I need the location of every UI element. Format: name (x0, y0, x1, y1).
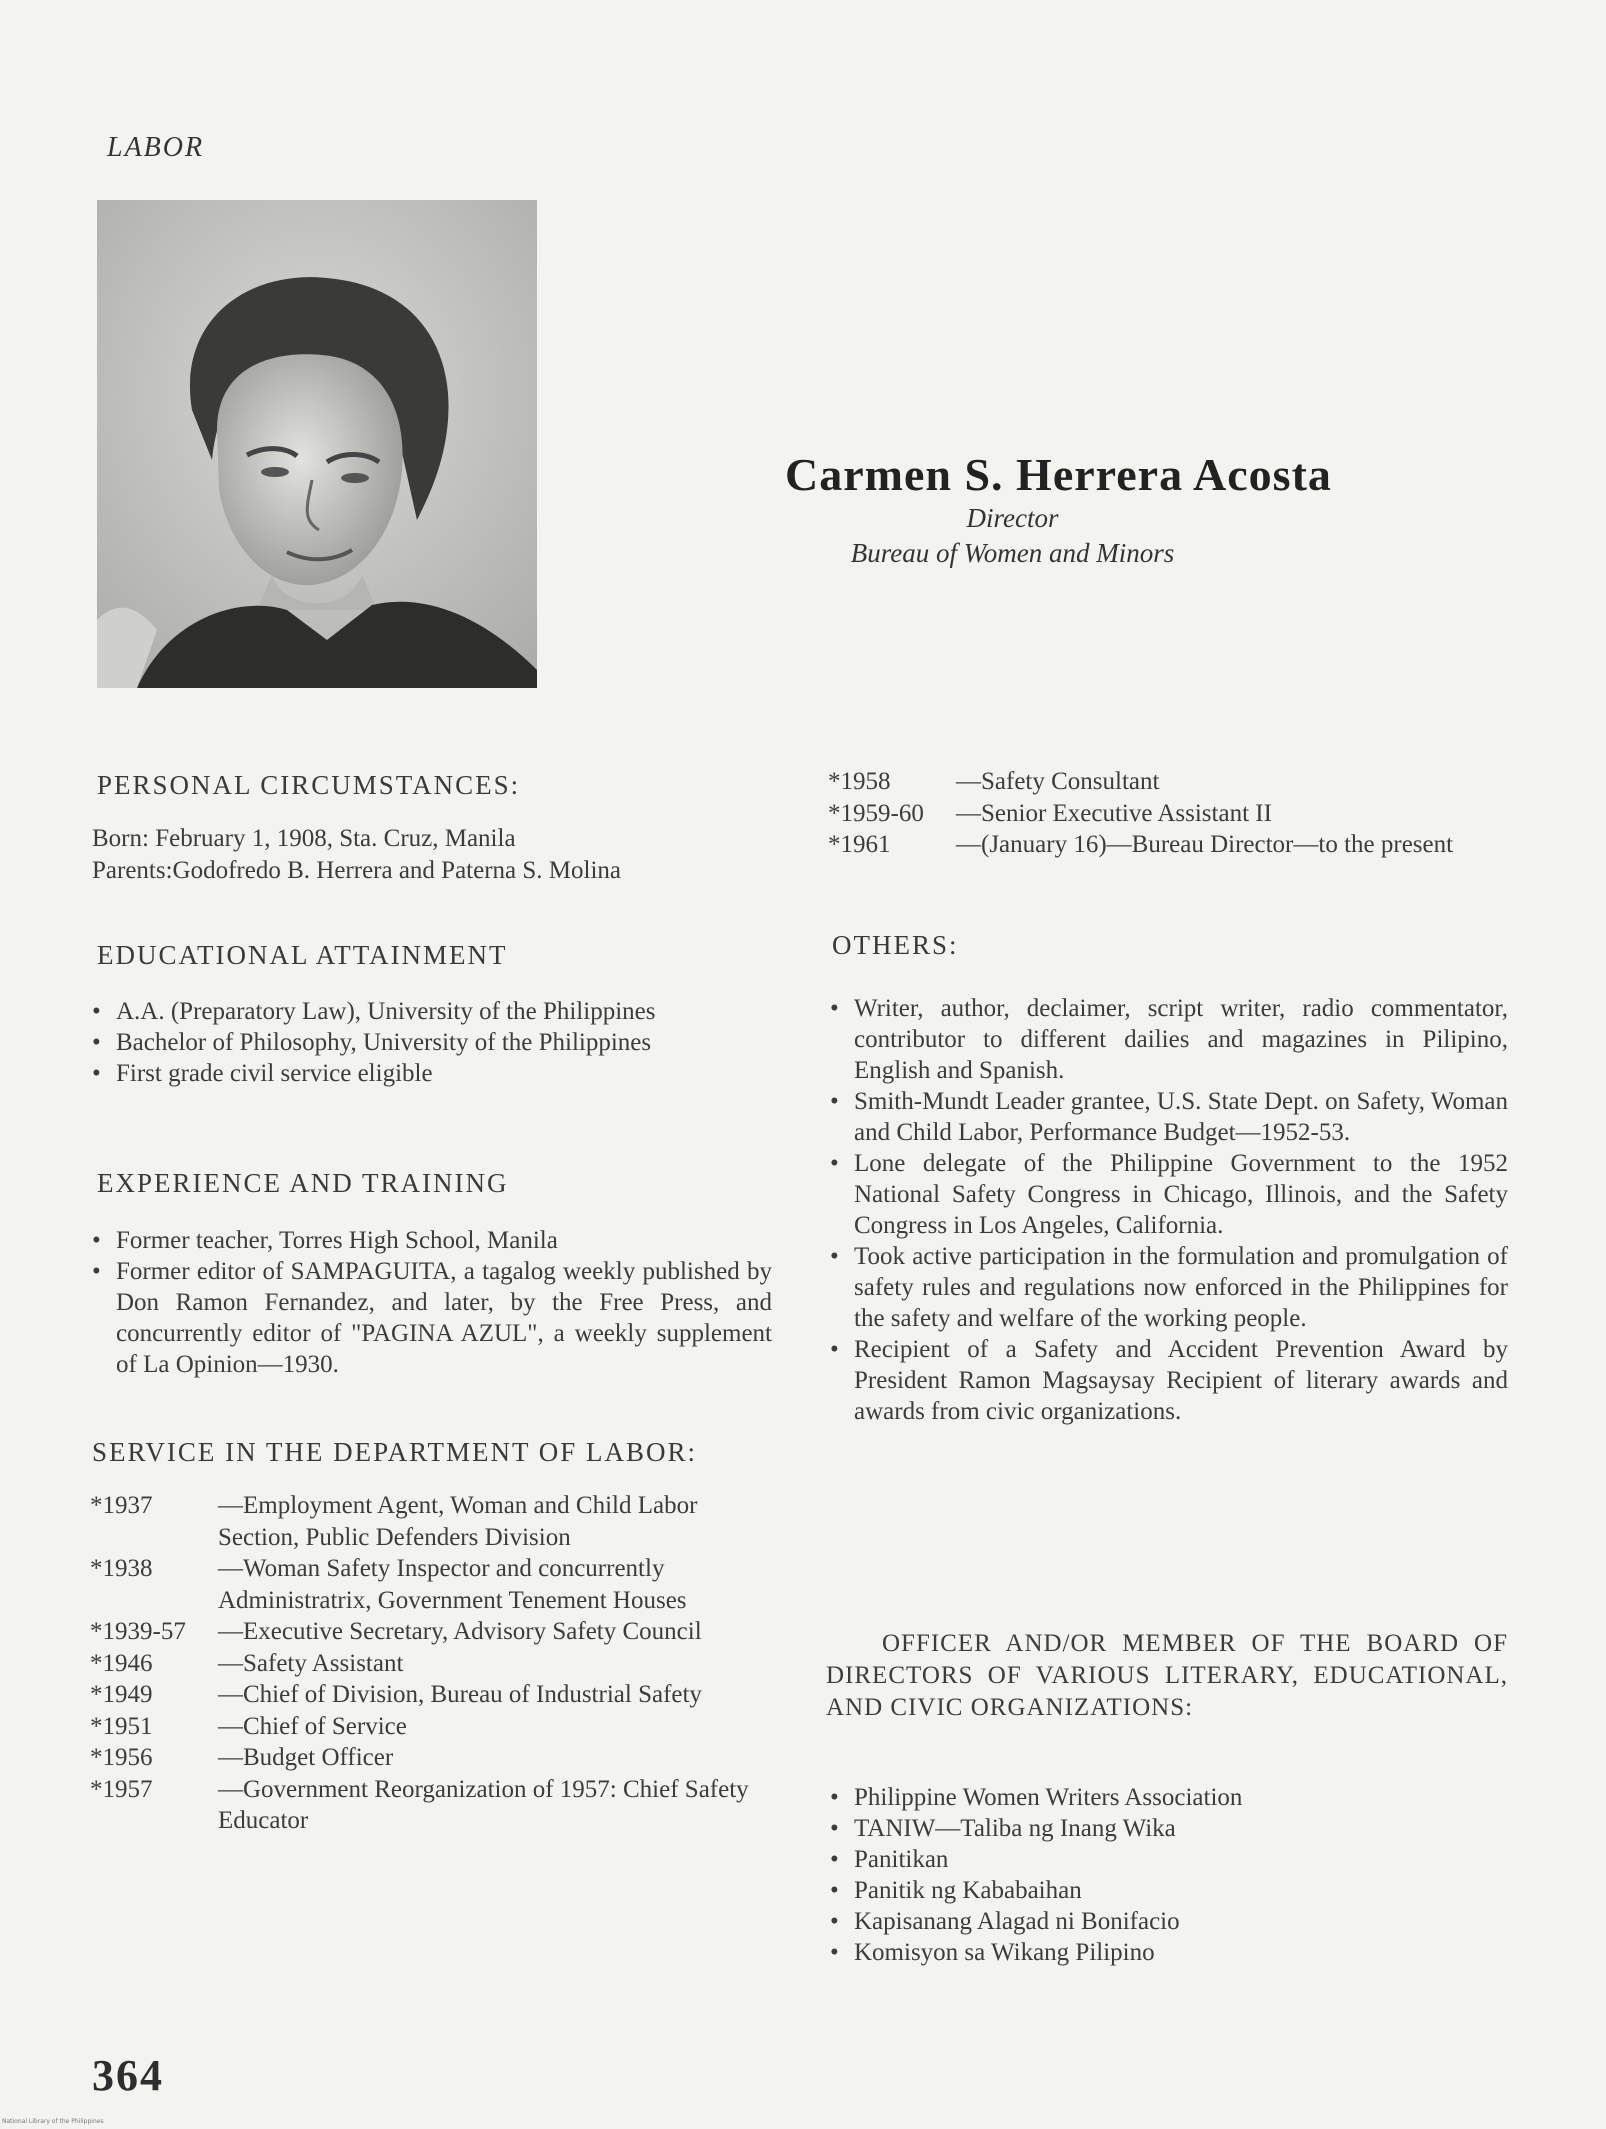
education-heading: EDUCATIONAL ATTAINMENT (97, 940, 508, 970)
service-desc: —Woman Safety Inspector and concurrently Administratrix, Government Tenement Houses (218, 1555, 687, 1614)
person-title: Director (966, 503, 1059, 533)
list-item: • TANIW—Taliba ng Inang Wika (830, 1813, 1508, 1844)
footer-credit: National Library of the Philippines (2, 2118, 104, 2125)
service-year: *1951 (90, 1712, 153, 1740)
service-entry (828, 766, 1468, 798)
service-desc: —Employment Agent, Woman and Child Labor Section, Public Defenders Division (218, 1492, 698, 1551)
service-entry (90, 1774, 772, 1837)
education-list (92, 996, 772, 1089)
service-year: *1937 (90, 1492, 153, 1519)
service-year: *1961 (828, 831, 891, 858)
others-list (830, 993, 1508, 1427)
service-desc: —Government Reorganization of 1957: Chief Safety Educator (218, 1775, 749, 1834)
list-item: • Took active participation in the formulation and promulgation of safety rules and regulations now enforced in the Philippines for the safety and welfare of the working people. (830, 1241, 1508, 1334)
list-item: • Panitik ng Kababaihan (830, 1875, 1508, 1906)
experience-heading: EXPERIENCE AND TRAINING (97, 1168, 509, 1198)
service-year: *1959-60 (828, 799, 924, 827)
service-desc: —(January 16)—Bureau Director—to the present (956, 831, 1454, 858)
service-entry (828, 829, 1468, 861)
list-item: • Komisyon sa Wikang Pilipino (830, 1937, 1508, 1968)
list-item: • Former editor of SAMPAGUITA, a tagalog weekly published by Don Ramon Fernandez, and later, by the Free Press, and concurrently editor of "PAGINA AZUL", a weekly supplement of La Opinion—1930. (92, 1256, 772, 1380)
personal-heading: PERSONAL CIRCUMSTANCES: (97, 770, 521, 800)
parents-line: Parents:Godofredo B. Herrera and Paterna S. Molina (92, 857, 622, 884)
service-year: *1956 (90, 1744, 153, 1771)
list-item: • A.A. (Preparatory Law), University of the Philippines (92, 996, 772, 1027)
service-year: *1939-57 (90, 1618, 186, 1645)
list-item: • Former teacher, Torres High School, Manila (92, 1225, 772, 1256)
list-item: • First grade civil service eligible (92, 1058, 772, 1089)
service-desc: —Chief of Division, Bureau of Industrial Safety (218, 1681, 702, 1708)
list-item: • Writer, author, declaimer, script writer, radio commentator, contributor to different dailies and magazines in Pilipino, English and Spanish. (830, 993, 1508, 1086)
born-line: Born: February 1, 1908, Sta. Cruz, Manila (92, 825, 516, 852)
list-item: • Lone delegate of the Philippine Government to the 1952 National Safety Congress in Chicago, Illinois, and the Safety Congress in Los Angeles, California. (830, 1148, 1508, 1241)
service-desc: —Senior Executive Assistant II (956, 799, 1272, 827)
service-year: *1946 (90, 1649, 153, 1677)
list-item: • Smith-Mundt Leader grantee, U.S. State Dept. on Safety, Woman and Child Labor, Performance Budget—1952-53. (830, 1086, 1508, 1148)
service-entry (828, 798, 1468, 830)
service-year: *1957 (90, 1775, 153, 1803)
service-entry (90, 1742, 772, 1774)
organizations-heading: OFFICER AND/OR MEMBER OF THE BOARD OF DIRECTORS OF VARIOUS LITERARY, EDUCATIONAL, AND CIVIC ORGANIZATIONS: (826, 1630, 1508, 1721)
service-entry (90, 1616, 772, 1648)
service-entry (90, 1553, 772, 1616)
service-year: *1958 (828, 768, 891, 795)
service-year: *1938 (90, 1555, 153, 1582)
others-heading: OTHERS: (832, 930, 959, 960)
experience-list (92, 1225, 772, 1380)
section-label: LABOR (107, 132, 205, 163)
person-name: Carmen S. Herrera Acosta (785, 449, 1332, 500)
service-list-left (90, 1490, 772, 1837)
service-year: *1949 (90, 1681, 153, 1708)
page-number: 364 (92, 2051, 164, 2100)
service-desc: —Safety Consultant (956, 768, 1160, 795)
list-item: • Panitikan (830, 1844, 1508, 1875)
person-office: Bureau of Women and Minors (850, 538, 1175, 568)
list-item: • Kapisanang Alagad ni Bonifacio (830, 1906, 1508, 1937)
service-desc: —Safety Assistant (218, 1649, 404, 1677)
service-entry (90, 1711, 772, 1743)
service-heading: SERVICE IN THE DEPARTMENT OF LABOR: (92, 1437, 698, 1467)
list-item: • Philippine Women Writers Association (830, 1782, 1508, 1813)
service-entry (90, 1679, 772, 1711)
service-entry (90, 1648, 772, 1680)
service-desc: —Budget Officer (218, 1744, 394, 1771)
list-item: • Recipient of a Safety and Accident Prevention Award by President Ramon Magsaysay Recipient of literary awards and awards from civic organizations. (830, 1334, 1508, 1427)
service-desc: —Chief of Service (218, 1712, 407, 1740)
organizations-list (830, 1782, 1508, 1968)
service-list-right (828, 766, 1468, 861)
list-item: • Bachelor of Philosophy, University of the Philippines (92, 1027, 772, 1058)
service-desc: —Executive Secretary, Advisory Safety Council (218, 1618, 702, 1645)
service-entry (90, 1490, 772, 1553)
portrait-photo (97, 200, 537, 688)
